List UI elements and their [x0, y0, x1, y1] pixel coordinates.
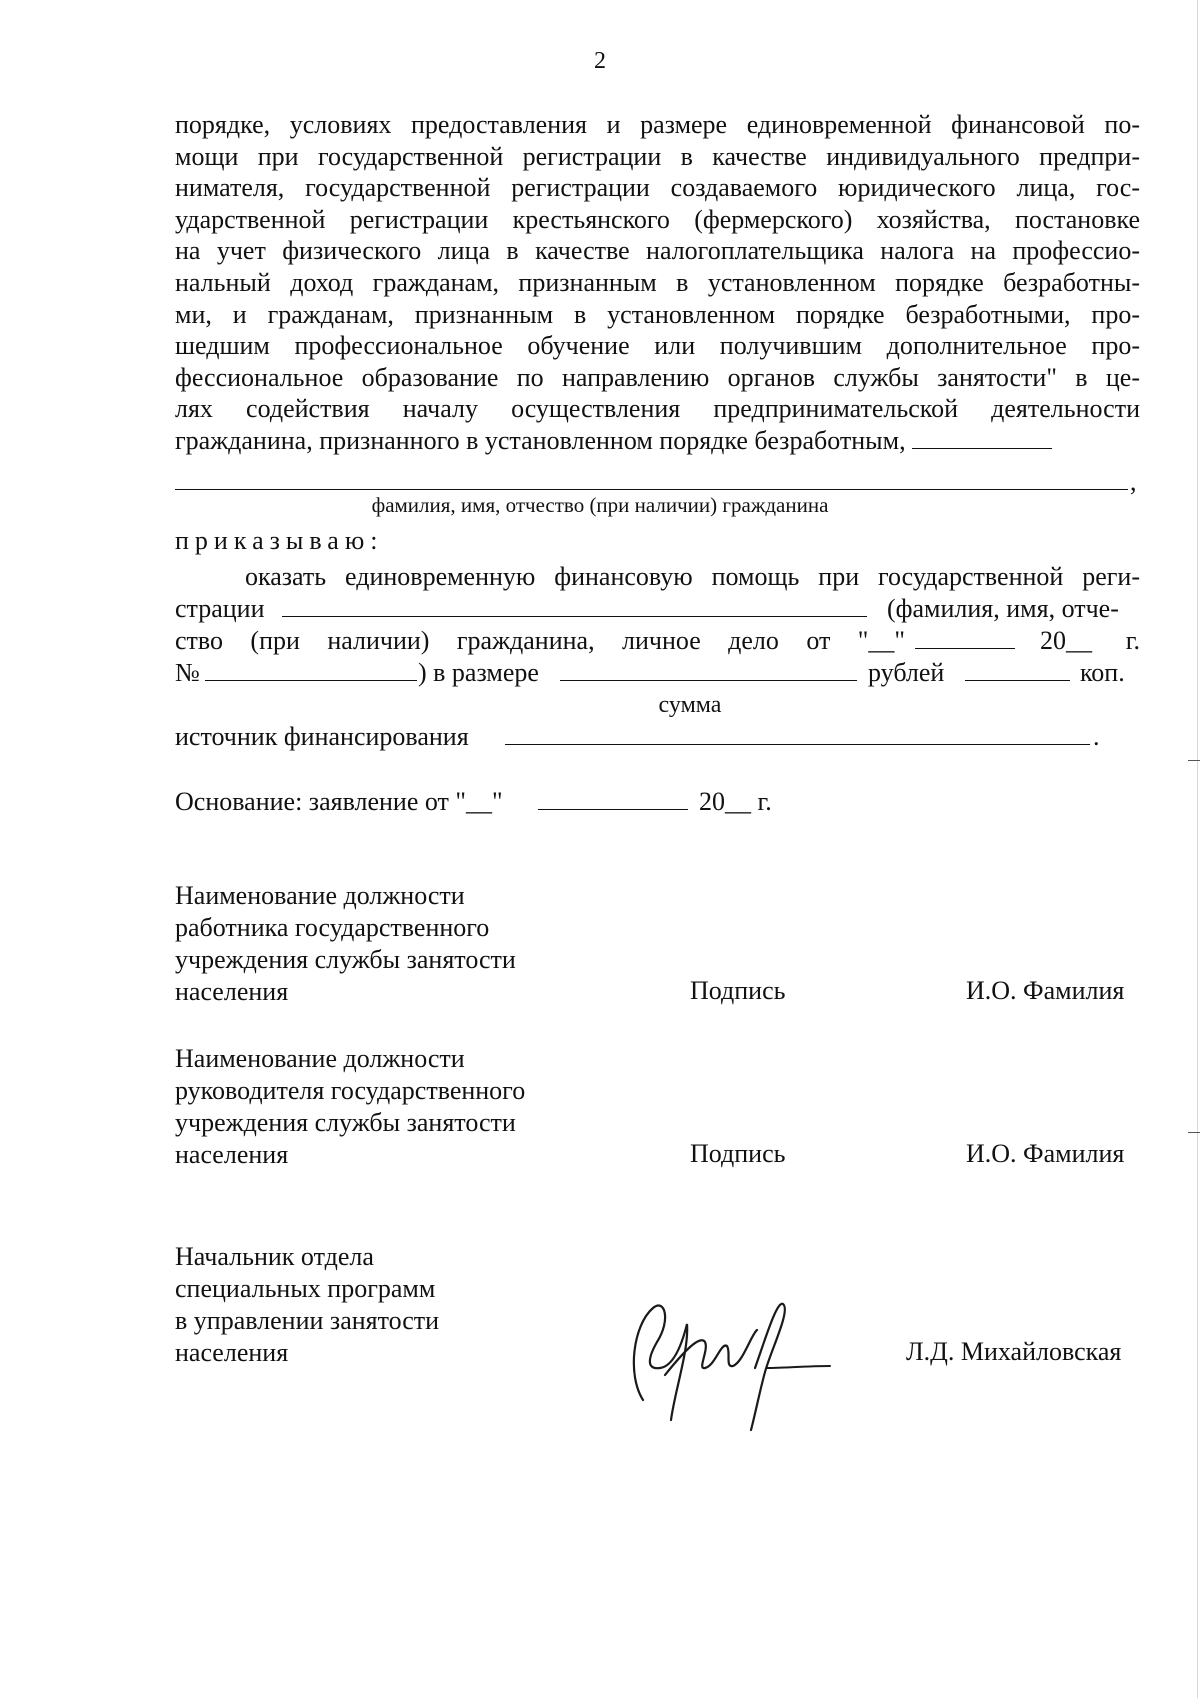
position-line: населения: [175, 1338, 289, 1367]
sum-caption: сумма: [658, 692, 722, 718]
order-line-1: оказать единовременную финансовую помощь при государственной реги-: [245, 562, 1140, 591]
blank-line: [560, 658, 857, 681]
position-line: населения: [175, 1140, 289, 1169]
paragraph-line: ударственной регистрации крестьянского (фермерского) хозяйства, постановке: [175, 204, 1140, 234]
funding-source-period: .: [1093, 722, 1100, 751]
case-number-field: [205, 658, 417, 688]
blank-line: [965, 658, 1070, 681]
kopecks-label: коп.: [1080, 658, 1125, 687]
signatory-1-position: [175, 880, 516, 1008]
intro-paragraph: [175, 109, 1140, 457]
blank-line: [915, 626, 1015, 649]
position-line: руководителя государственного: [175, 1076, 526, 1105]
blank-line: [505, 722, 1090, 745]
funding-source-label: источник финансирования: [175, 722, 469, 751]
case-number-sign: №: [175, 658, 200, 687]
position-line: работника государственного: [175, 913, 490, 942]
funding-source-field: [505, 722, 1090, 752]
order-word: приказываю:: [175, 526, 384, 555]
case-year: 20__ г.: [1040, 626, 1140, 655]
registration-fio-field: [282, 594, 867, 624]
position-line: учреждения службы занятости: [175, 945, 516, 974]
paragraph-line: фессиональное образование по направлению органов службы занятости" в це-: [175, 362, 1140, 392]
paragraph-line: ми, и гражданам, признанным в установленном порядке безработными, про-: [175, 299, 1140, 329]
approver-position: [175, 1241, 439, 1369]
position-line: специальных программ: [175, 1274, 436, 1303]
blank-line: [538, 787, 688, 810]
comma: ,: [1130, 467, 1137, 496]
position-line: Начальник отдела: [175, 1242, 374, 1271]
paragraph-line: мощи при государственной регистрации в качестве индивидуального предпри-: [175, 141, 1140, 171]
order-line-2-end: (фамилия, имя, отче-: [887, 594, 1119, 623]
position-line: Наименование должности: [175, 881, 465, 910]
position-line: учреждения службы занятости: [175, 1108, 516, 1137]
basis-label: Основание: заявление от "__": [175, 787, 503, 816]
signatory-1-name: И.О. Фамилия: [966, 976, 1125, 1005]
blank-line: [282, 594, 867, 617]
order-line-2-start: страции: [175, 594, 265, 623]
kopecks-field: [965, 658, 1070, 688]
page-number: 2: [594, 48, 606, 74]
scan-edge: [1197, 0, 1198, 1698]
amount-label: ) в размере: [418, 658, 539, 687]
citizen-fio-field: [175, 469, 1128, 490]
signatory-2-name: И.О. Фамилия: [966, 1139, 1125, 1168]
paragraph-line: лях содействия началу осуществления предпринимательской деятельности: [175, 394, 1140, 424]
rubles-label: рублей: [868, 658, 945, 687]
paragraph-line: нальный доход гражданам, признанным в установленном порядке безработны-: [175, 267, 1140, 297]
paragraph-line: на учет физического лица в качестве налогоплательщика налога на профессио-: [175, 236, 1140, 266]
handwritten-signature: [605, 1280, 835, 1440]
basis-year: 20__ г.: [699, 787, 772, 816]
blank-line: [205, 658, 417, 681]
paragraph-line: нимателя, государственной регистрации создаваемого юридического лица, гос-: [175, 173, 1140, 203]
amount-field: [560, 658, 857, 688]
paragraph-line: [175, 425, 1140, 457]
fio-blank-start: [912, 426, 1052, 449]
scan-edge-mark: [1188, 1132, 1200, 1133]
order-line-3-start: ство (при наличии) гражданина, личное дело от "__": [175, 626, 905, 655]
paragraph-line-text: гражданина, признанного в установленном порядке безработным,: [175, 425, 906, 455]
position-line: в управлении занятости: [175, 1306, 440, 1335]
paragraph-line: порядке, условиях предоставления и размере единовременной финансовой по-: [175, 110, 1140, 139]
signatory-1-signature-label: Подпись: [690, 976, 786, 1005]
approver-name: Л.Д. Михайловская: [906, 1337, 1122, 1366]
scan-edge-mark: [1188, 760, 1200, 761]
signatory-2-signature-label: Подпись: [690, 1139, 786, 1168]
case-month-field: [915, 626, 1015, 656]
paragraph-line: шедшим профессиональное обучение или получившим дополнительное про-: [175, 331, 1140, 361]
position-line: Наименование должности: [175, 1044, 465, 1073]
signatory-2-position: [175, 1043, 525, 1171]
fio-caption: фамилия, имя, отчество (при наличии) гражданина: [371, 493, 829, 517]
position-line: населения: [175, 977, 289, 1006]
basis-month-field: [538, 787, 688, 817]
